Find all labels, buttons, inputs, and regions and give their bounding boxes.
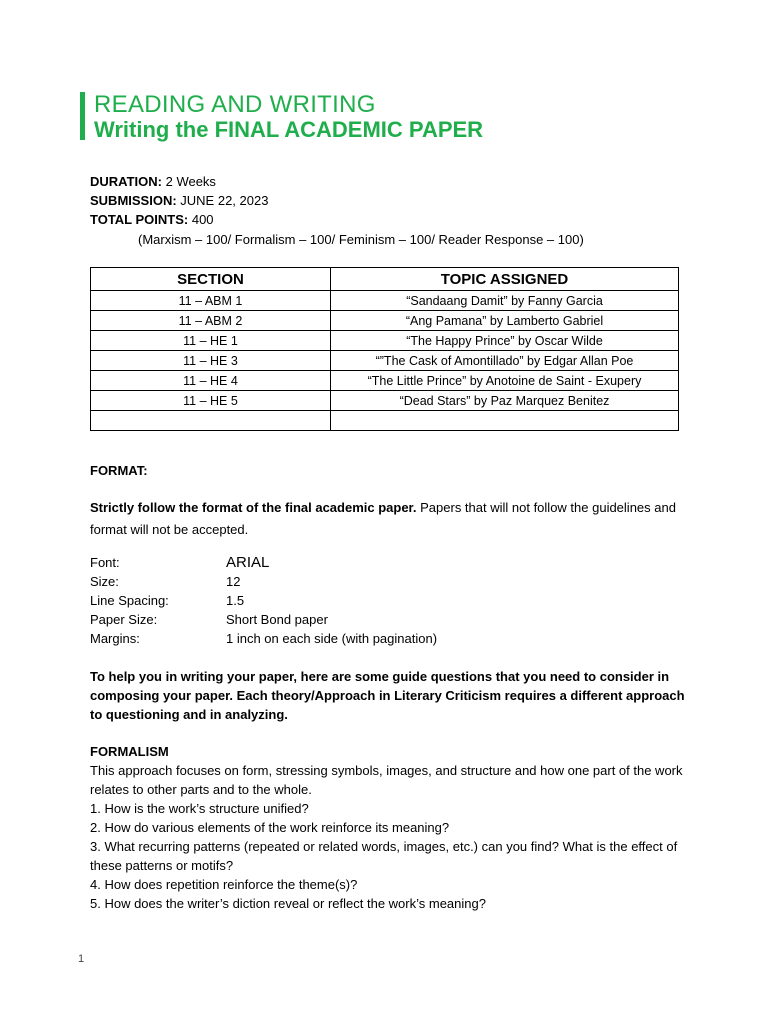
spec-label: Paper Size: <box>90 612 158 627</box>
spec-row-font <box>90 553 650 572</box>
points-line <box>90 210 214 229</box>
table-row <box>91 371 679 391</box>
spec-label: Font: <box>90 555 120 570</box>
formalism-question: 1. How is the work’s structure unified? <box>90 801 309 816</box>
topic-cell: “The Little Prince” by Anotoine de Saint - Exupery <box>331 371 679 391</box>
submission-value: JUNE 22, 2023 <box>176 193 269 208</box>
submission-line <box>90 191 268 210</box>
table-row-empty <box>91 411 679 431</box>
spec-row-size <box>90 572 650 591</box>
topic-cell: “”The Cask of Amontillado” by Edgar Allan Poe <box>331 351 679 371</box>
assignment-title: Writing the FINAL ACADEMIC PAPER <box>94 117 484 142</box>
page-number: 1 <box>78 953 85 965</box>
topic-cell: “The Happy Prince” by Oscar Wilde <box>331 331 679 351</box>
table-row <box>91 391 679 411</box>
spec-row-paper-size <box>90 610 650 629</box>
spec-label: Margins: <box>90 631 140 646</box>
duration-line <box>90 172 216 191</box>
formalism-description: This approach focuses on form, stressing symbols, images, and structure and how one part of the work relates to other parts and to the whole. <box>90 763 683 797</box>
spec-label: Line Spacing: <box>90 593 169 608</box>
table-row <box>91 291 679 311</box>
course-title: READING AND WRITING <box>94 91 376 118</box>
section-header: SECTION <box>91 268 331 291</box>
formalism-question: 3. What recurring patterns (repeated or related words, images, etc.) can you find? What is the effect of these patterns or motifs? <box>90 839 678 873</box>
spec-value: 1 inch on each side (with pagination) <box>226 631 438 646</box>
format-instructions <box>90 497 690 541</box>
points-breakdown: (Marxism – 100/ Formalism – 100/ Feminism – 100/ Reader Response – 100) <box>138 232 584 247</box>
spec-row-line-spacing <box>90 591 650 610</box>
section-cell: 11 – HE 4 <box>91 371 331 391</box>
spec-value: 12 <box>226 574 241 589</box>
spec-label: Size: <box>90 574 119 589</box>
topic-cell <box>331 411 679 431</box>
section-cell: 11 – HE 1 <box>91 331 331 351</box>
topic-cell: “Sandaang Damit” by Fanny Garcia <box>331 291 679 311</box>
topic-header: TOPIC ASSIGNED <box>331 268 679 291</box>
topic-cell: “Ang Pamana” by Lamberto Gabriel <box>331 311 679 331</box>
guide-intro: To help you in writing your paper, here are some guide questions that you need to consider in composing your paper. Each theory/Approach in Literary Criticism requires a different approach to questioning and in analyzing. <box>90 669 685 722</box>
spec-value: 1.5 <box>226 593 245 608</box>
title-accent-bar <box>80 92 85 140</box>
formalism-question: 4. How does repetition reinforce the theme(s)? <box>90 877 358 892</box>
table-row <box>91 351 679 371</box>
formalism-question: 5. How does the writer’s diction reveal or reflect the work’s meaning? <box>90 896 486 911</box>
duration-value: 2 Weeks <box>161 174 216 189</box>
format-heading: FORMAT: <box>90 463 148 478</box>
table-row <box>91 331 679 351</box>
table-header-row <box>91 268 679 291</box>
spec-row-margins <box>90 629 650 648</box>
spec-value: ARIAL <box>226 554 270 571</box>
section-cell: 11 – ABM 2 <box>91 311 331 331</box>
formalism-question: 2. How do various elements of the work reinforce its meaning? <box>90 820 450 835</box>
section-cell: 11 – HE 5 <box>91 391 331 411</box>
points-value: 400 <box>188 212 214 227</box>
format-instructions-bold: Strictly follow the format of the final academic paper. <box>90 500 417 515</box>
spec-value: Short Bond paper <box>226 612 328 627</box>
format-instructions-rest: Papers that will not follow the guidelines and format will not be accepted. <box>90 500 676 537</box>
formalism-heading: FORMALISM <box>90 744 169 759</box>
points-label: TOTAL POINTS: <box>90 212 189 227</box>
submission-label: SUBMISSION: <box>90 193 177 208</box>
section-cell: 11 – ABM 1 <box>91 291 331 311</box>
section-cell <box>91 411 331 431</box>
topic-cell: “Dead Stars” by Paz Marquez Benitez <box>331 391 679 411</box>
topics-table <box>90 267 679 431</box>
table-row <box>91 311 679 331</box>
duration-label: DURATION: <box>90 174 162 189</box>
section-cell: 11 – HE 3 <box>91 351 331 371</box>
